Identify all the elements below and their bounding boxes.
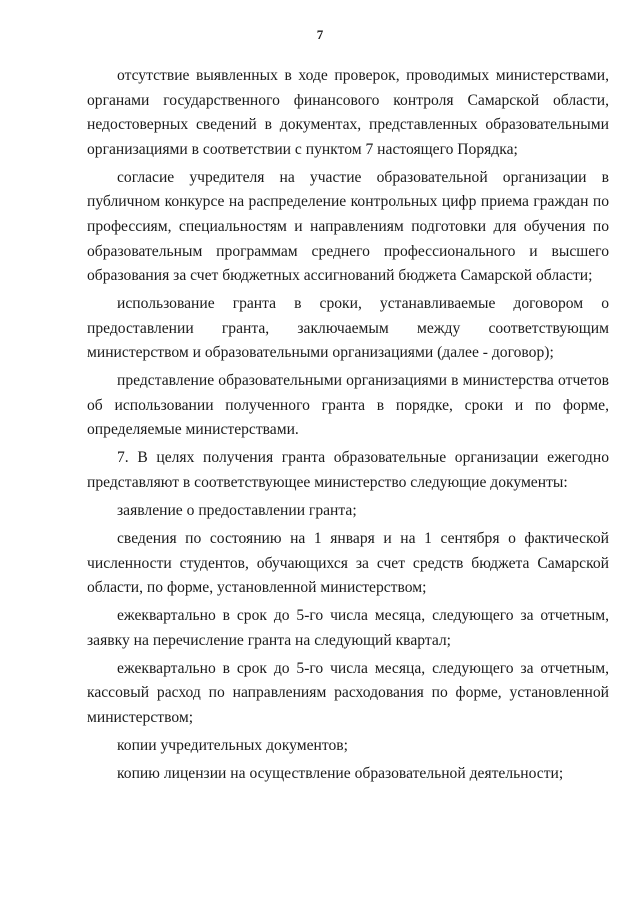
paragraph-founder-consent: согласие учредителя на участие образовательной организации в публичном конкурсе на распределение контрольных цифр приема граждан по профессиям, специальностям и направлениям подготовки для обучения по образовательным программам среднего профессионального и высшего образования за счет бюджетных ассигнований бюджета Самарской области; [87, 168, 609, 285]
paragraph-no-violations: отсутствие выявленных в ходе проверок, проводимых министерствами, органами государственного финансового контроля Самарской области, недостоверных сведений в документах, представленных образовательными организациями в соответствии с пунктом 7 настоящего Порядка; [87, 67, 609, 158]
page-number: 7 [316, 27, 324, 42]
paragraph-grant-use-terms: использование гранта в сроки, устанавливаемые договором о предоставлении гранта, заключаемым между соответствующим министерством и образовательными организациями (далее - договор); [87, 295, 609, 362]
paragraph-founding-documents: копии учредительных документов; [117, 736, 349, 754]
paragraph-cash-expense: ежеквартально в срок до 5-го числа месяца, следующего за отчетным, кассовый расход по направлениям расходования по форме, установленной министерством; [87, 659, 609, 726]
paragraph-item-7: 7. В целях получения гранта образовательные организации ежегодно представляют в соответствующее министерство следующие документы: [87, 449, 609, 492]
paragraph-application: заявление о предоставлении гранта; [117, 502, 357, 520]
paragraph-student-numbers: сведения по состоянию на 1 января и на 1 сентября о фактической численности студентов, обучающихся за счет средств бюджета Самарской области, по форме, установленной министерством; [87, 530, 609, 597]
document-body [87, 64, 609, 790]
paragraph-license: копию лицензии на осуществление образовательной деятельности; [117, 764, 564, 782]
paragraph-reports: представление образовательными организациями в министерства отчетов об использовании полученного гранта в порядке, сроки и по форме, определяемые министерствами. [87, 372, 609, 439]
paragraph-transfer-request: ежеквартально в срок до 5-го числа месяца, следующего за отчетным, заявку на перечисление гранта на следующий квартал; [87, 607, 609, 649]
